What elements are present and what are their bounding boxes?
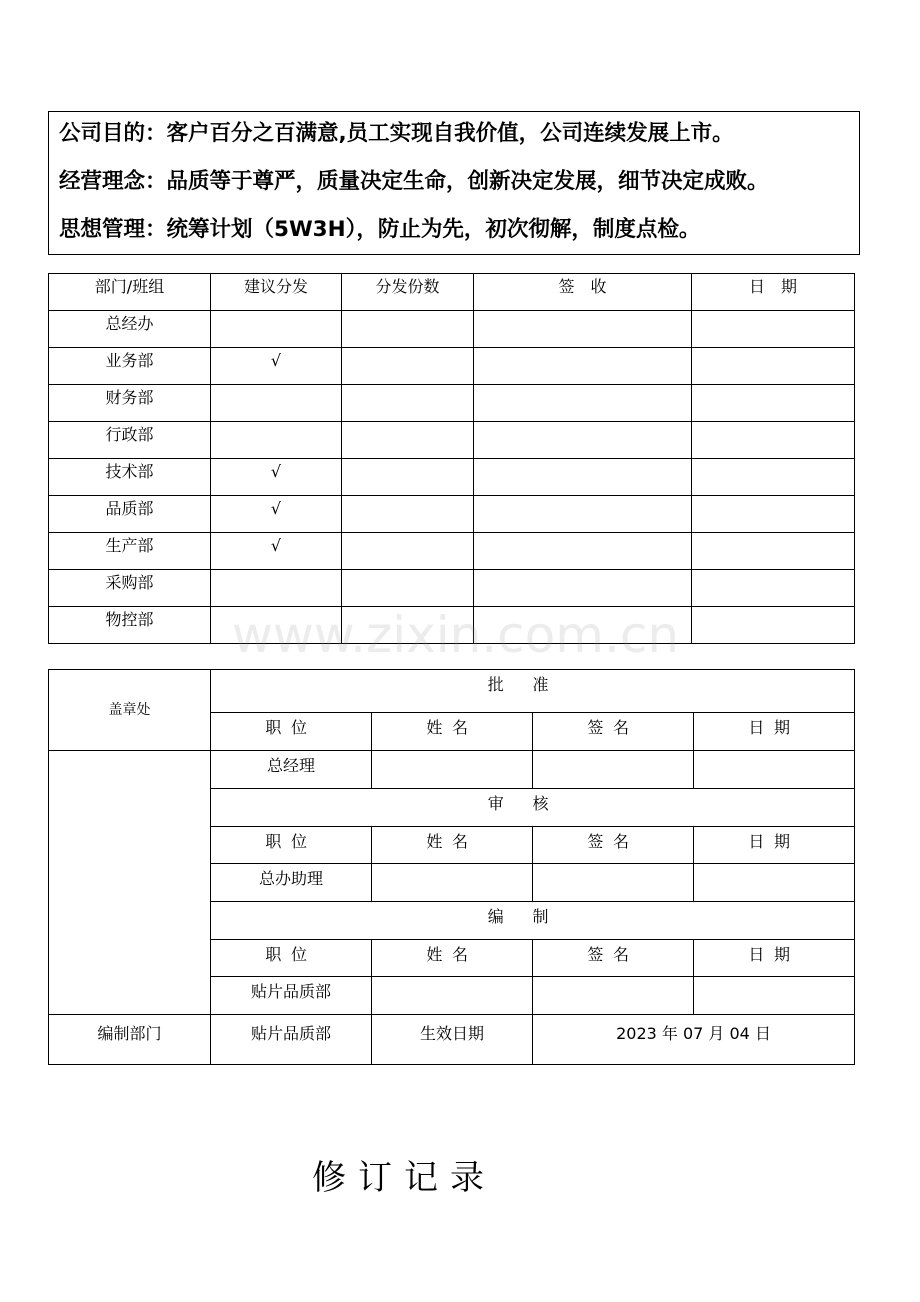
approve-section-title: 批准 xyxy=(211,670,855,713)
approve-date-cell[interactable] xyxy=(694,751,855,789)
col-sign: 签名 xyxy=(533,940,694,977)
compile-date-cell[interactable] xyxy=(694,977,855,1015)
business-philosophy: 经营理念：品质等于尊严，质量决定生命，创新决定发展，细节决定成败。 xyxy=(59,169,769,194)
review-date-cell[interactable] xyxy=(694,864,855,902)
copies-cell[interactable] xyxy=(342,311,474,348)
date-cell[interactable] xyxy=(692,348,855,385)
review-sign-cell[interactable] xyxy=(533,864,694,902)
approval-table xyxy=(48,669,855,1065)
col-sign: 签名 xyxy=(533,827,694,864)
review-name-cell[interactable] xyxy=(372,864,533,902)
compile-name-cell[interactable] xyxy=(372,977,533,1015)
compile-position: 贴片品质部 xyxy=(211,977,372,1015)
table-row xyxy=(49,311,855,348)
col-name: 姓名 xyxy=(372,827,533,864)
col-date: 日期 xyxy=(694,827,855,864)
date-cell[interactable] xyxy=(692,422,855,459)
table-row xyxy=(49,533,855,570)
date-cell[interactable] xyxy=(692,570,855,607)
copies-cell[interactable] xyxy=(342,422,474,459)
sign-cell[interactable] xyxy=(474,533,692,570)
copies-cell[interactable] xyxy=(342,459,474,496)
copies-cell[interactable] xyxy=(342,496,474,533)
header-sign: 签 收 xyxy=(474,274,692,311)
management-thought: 思想管理：统筹计划（5W3H），防止为先，初次彻解，制度点检。 xyxy=(59,217,701,242)
col-name: 姓名 xyxy=(372,940,533,977)
table-row xyxy=(49,607,855,644)
col-date: 日期 xyxy=(694,713,855,751)
revision-title: 修订记录 xyxy=(312,1158,496,1198)
dept-cell: 品质部 xyxy=(49,496,211,533)
table-row xyxy=(49,422,855,459)
footer-dept-label: 编制部门 xyxy=(49,1015,211,1065)
mark-cell xyxy=(211,422,342,459)
col-position: 职位 xyxy=(211,713,372,751)
sign-cell[interactable] xyxy=(474,385,692,422)
distribution-header-row xyxy=(49,274,855,311)
stamp-label: 盖章处 xyxy=(49,670,211,751)
copies-cell[interactable] xyxy=(342,385,474,422)
dept-cell: 财务部 xyxy=(49,385,211,422)
mark-cell: √ xyxy=(211,348,342,385)
distribution-table xyxy=(48,273,855,644)
footer-dept-value: 贴片品质部 xyxy=(211,1015,372,1065)
header-copies: 分发份数 xyxy=(342,274,474,311)
sign-cell[interactable] xyxy=(474,459,692,496)
stamp-area[interactable] xyxy=(49,751,211,1015)
footer-effective-value: 2023 年 07 月 04 日 xyxy=(533,1015,855,1065)
date-cell[interactable] xyxy=(692,533,855,570)
watermark: www.zixin.com.cn xyxy=(232,606,680,664)
table-row xyxy=(49,570,855,607)
copies-cell[interactable] xyxy=(342,348,474,385)
mark-cell: √ xyxy=(211,459,342,496)
dept-cell: 生产部 xyxy=(49,533,211,570)
col-position: 职位 xyxy=(211,940,372,977)
table-row xyxy=(49,348,855,385)
col-name: 姓名 xyxy=(372,713,533,751)
copies-cell[interactable] xyxy=(342,533,474,570)
sign-cell[interactable] xyxy=(474,570,692,607)
header-suggest: 建议分发 xyxy=(211,274,342,311)
mark-cell xyxy=(211,385,342,422)
col-date: 日期 xyxy=(694,940,855,977)
table-row xyxy=(49,385,855,422)
mark-cell xyxy=(211,607,342,644)
copies-cell[interactable] xyxy=(342,570,474,607)
col-sign: 签名 xyxy=(533,713,694,751)
dept-cell: 总经办 xyxy=(49,311,211,348)
header-date: 日 期 xyxy=(692,274,855,311)
approve-sign-cell[interactable] xyxy=(533,751,694,789)
copies-cell[interactable] xyxy=(342,607,474,644)
sign-cell[interactable] xyxy=(474,422,692,459)
sign-cell[interactable] xyxy=(474,348,692,385)
footer-effective-label: 生效日期 xyxy=(372,1015,533,1065)
dept-cell: 采购部 xyxy=(49,570,211,607)
dept-cell: 技术部 xyxy=(49,459,211,496)
dept-cell: 行政部 xyxy=(49,422,211,459)
date-cell[interactable] xyxy=(692,496,855,533)
sign-cell[interactable] xyxy=(474,496,692,533)
date-cell[interactable] xyxy=(692,385,855,422)
mark-cell xyxy=(211,311,342,348)
dept-cell: 物控部 xyxy=(49,607,211,644)
review-position: 总办助理 xyxy=(211,864,372,902)
dept-cell: 业务部 xyxy=(49,348,211,385)
sign-cell[interactable] xyxy=(474,607,692,644)
review-section-title: 审核 xyxy=(211,789,855,827)
table-row xyxy=(49,459,855,496)
mark-cell: √ xyxy=(211,496,342,533)
compile-sign-cell[interactable] xyxy=(533,977,694,1015)
date-cell[interactable] xyxy=(692,459,855,496)
compile-section-title: 编制 xyxy=(211,902,855,940)
mission-box xyxy=(48,111,860,255)
table-row xyxy=(49,496,855,533)
date-cell[interactable] xyxy=(692,607,855,644)
mark-cell xyxy=(211,570,342,607)
approve-position: 总经理 xyxy=(211,751,372,789)
company-purpose: 公司目的：客户百分之百满意,员工实现自我价值，公司连续发展上市。 xyxy=(59,121,734,146)
sign-cell[interactable] xyxy=(474,311,692,348)
col-position: 职位 xyxy=(211,827,372,864)
mark-cell: √ xyxy=(211,533,342,570)
date-cell[interactable] xyxy=(692,311,855,348)
header-dept: 部门/班组 xyxy=(49,274,211,311)
approve-name-cell[interactable] xyxy=(372,751,533,789)
